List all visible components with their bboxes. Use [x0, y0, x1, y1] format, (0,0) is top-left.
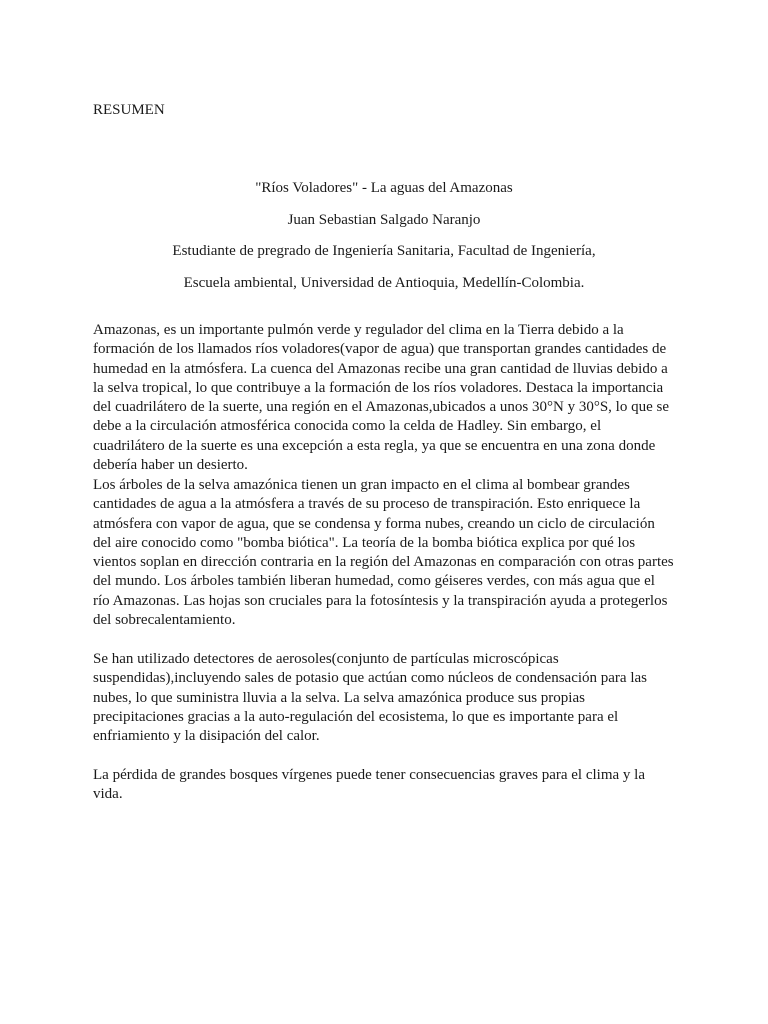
affiliation-line-1: Estudiante de pregrado de Ingeniería Sanitaria, Facultad de Ingeniería, [172, 243, 596, 259]
document-title: "Ríos Voladores" - La aguas del Amazonas [255, 180, 513, 196]
author-name: Juan Sebastian Salgado Naranjo [287, 212, 481, 228]
body-paragraph-3: Se han utilizado detectores de aerosoles(conjunto de partículas microscópicas suspendidas),incluyendo sales de potasio que actúan como núcleos de condensación para las nubes, lo que suministra lluvia a la selva. La selva amazónica produce sus propias precipitaciones gracias a la auto-regulación del ecosistema, lo que es importante para el enfriamiento y la disipación del calor. [93, 651, 647, 745]
author-block [93, 210, 675, 230]
body-paragraph-2: Los árboles de la selva amazónica tienen un gran impacto en el clima al bombear grandes cantidades de agua a la atmósfera a través de su proceso de transpiración. Esto enriquece la atmósfera con vapor de agua, que se condensa y forma nubes, creando un ciclo de circulación del aire conocido como "bomba biótica". La teoría de la bomba biótica explica por qué los vientos soplan en dirección contraria en la región del Amazonas en comparación con otras partes del mundo. Los árboles también liberan humedad, como géiseres verdes, con más agua que el río Amazonas. Las hojas son cruciales para la fotosíntesis y la transpiración ayuda a protegerlos del sobrecalentamiento. [93, 477, 674, 629]
body-paragraph-1: Amazonas, es un importante pulmón verde y regulador del clima en la Tierra debido a la formación de los llamados ríos voladores(vapor de agua) que transportan grandes cantidades de humedad en la atmósfera. La cuenca del Amazonas recibe una gran cantidad de lluvias debido a la selva tropical, lo que contribuye a la formación de los ríos voladores. Destaca la importancia del cuadrilátero de la suerte, una región en el Amazonas,ubicados a unos 30°N y 30°S, lo que se debe a la circulación atmosférica conocida como la celda de Hadley. Sin embargo, el cuadrilátero de la suerte es una excepción a esta regla, ya que se encuentra en una zona donde debería haber un desierto. [93, 322, 669, 474]
section-heading: RESUMEN [93, 102, 165, 118]
affiliation-block-1 [93, 241, 675, 261]
document-title-block [93, 178, 675, 198]
affiliation-line-2: Escuela ambiental, Universidad de Antioquia, Medellín-Colombia. [183, 275, 585, 291]
body-paragraph-4: La pérdida de grandes bosques vírgenes puede tener consecuencias graves para el clima y la vida. [93, 767, 645, 803]
affiliation-block-2 [93, 273, 675, 293]
